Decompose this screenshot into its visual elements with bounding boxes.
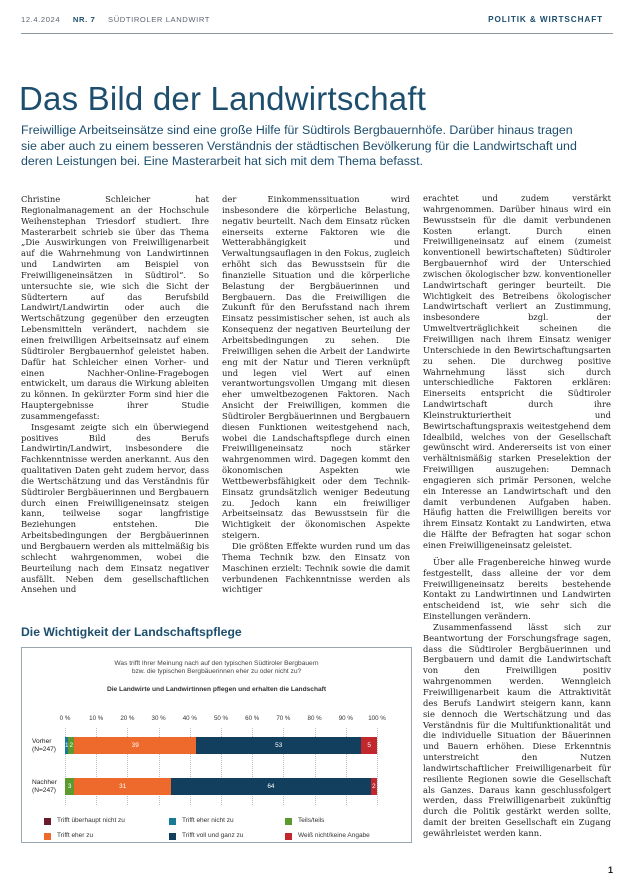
- page-number: 1: [607, 865, 613, 875]
- article-title: Das Bild der Landwirtschaft: [19, 80, 427, 117]
- paragraph: Über alle Fragenbereiche hinweg wurde festgestellt, dass alleine der vor dem Freiwilligeneinsatz bereits bestehende Kontakt zu Landwirtinnen und Landwirten entscheidend ist, wie sehr sich die Einstellungen verändern.: [423, 556, 611, 622]
- x-tick-label: 50 %: [213, 715, 229, 722]
- paragraph: Die größten Effekte wurden rund um das Thema Technik bzw. den Einsatz von Maschinen erzielt: Technik sowie die damit verbundenen Fachkenntnisse werden als wichtiger: [222, 541, 410, 595]
- legend-label: Teils/teils: [298, 817, 325, 824]
- row-count: (N=247): [32, 787, 57, 794]
- publication-name: SÜDTIROLER LANDWIRT: [108, 15, 211, 24]
- x-tick-label: 20 %: [120, 715, 135, 722]
- gridline: [377, 728, 378, 805]
- x-tick-label: 80 %: [307, 715, 322, 722]
- legend-swatch: [44, 818, 51, 825]
- bar-segment: 53: [196, 737, 361, 754]
- chart-box: [21, 647, 412, 843]
- issue-date: 12.4.2024: [21, 15, 61, 24]
- chart-plot: [22, 648, 411, 842]
- row-count: (N=247): [32, 746, 57, 753]
- legend-label: Trifft eher zu: [57, 832, 94, 839]
- chart-question-line-2: bzw. die typischen Bergbäuerinnen eher zu oder nicht zu?: [131, 668, 302, 675]
- article-lead: Freiwillige Arbeitseinsätze sind eine große Hilfe für Südtirols Bergbauernhöfe. Darüber hinaus tragen sie aber auch zu einem besseren Verständnis der städtischen Bevölkerung für die Landwirtschaft und deren Leistungen bei. Eine Masterarbeit hat sich mit dem Thema befasst.: [21, 123, 577, 169]
- x-tick-label: 90 %: [338, 715, 353, 722]
- legend-swatch: [169, 833, 176, 840]
- x-tick-label: 0 %: [59, 715, 71, 722]
- bar-segment: 31: [74, 778, 171, 795]
- bar-segment: 2: [68, 737, 74, 754]
- bar-segment: 1: [65, 737, 68, 754]
- legend-swatch: [44, 833, 51, 840]
- legend-label: Trifft eher nicht zu: [182, 817, 234, 824]
- legend-swatch: [169, 818, 176, 825]
- row-label: Nachher: [32, 779, 57, 786]
- x-tick-label: 30 %: [151, 715, 166, 722]
- paragraph: erachtet und zudem verstärkt wahrgenommen. Darüber hinaus wird ein Bewusstsein für die damit verbundenen Kosten erlangt. Durch einen Freiwilligeneinsatz auf einem (zumeist konventionell bewirtschafteten) Südtiroler Bergbauernhof wird der Unterschied zwischen ökologischer bzw. konventioneller Landwirtschaft geringer beurteilt. Die Wichtigkeit des Betreibens ökologischer Landwirtschaft verliert an Zustimmung, insbesondere bzgl. der Umweltverträglichkeit scheinen die Freiwilligen nach ihrem Einsatz weniger Unterschiede in den Bewirtschaftungsarten zu sehen. Die durchweg positive Wahrnehmung lässt sich durch unterschiedliche Faktoren erklären: Einerseits entspricht die Südtiroler Landwirtschaft durch ihre Kleinstrukturiertheit und Bewirtschaftungspraxis weitestgehend dem Idealbild, welches von der Gesellschaft gewünscht wird. Andererseits ist von einer verhältnismäßig starken Preselektion der Freiwilligen auszugehen: Demnach engagieren sich primär Personen, welche ein Interesse an Landwirtschaft und den damit verbundenen Aufgaben haben. Häufig hatten die Freiwilligen bereits vor ihrem Einsatz Kontakt zu Landwirten, etwa die Hälfte der Befragten hat sogar schon einen Freiwilligeneinsatz geleistet.: [423, 193, 611, 550]
- article-column-1: [21, 194, 209, 595]
- chart-statement: Die Landwirte und Landwirtinnen pflegen und erhalten die Landschaft: [106, 686, 327, 693]
- paragraph: Insgesamt zeigte sich ein überwiegend positives Bild des Berufs Landwirtin/Landwirt, insbesondere die Fachkenntnisse werden anerkannt. Aus den qualitativen Daten geht zudem hervor, dass die Wertschätzung und das Verständnis für Südtiroler Bergbäuerinnen und Bergbauern durch einen Freiwilligeneinsatz steigen kann, teilweise sogar langfristige Beziehungen entstehen. Die Arbeitsbedingungen der Bergbäuerinnen und Bergbauern werden als mittelmäßig bis schlecht wahrgenommen, wobei die Beurteilung nach dem Einsatz negativer ausfällt. Neben dem gesellschaftlichen Ansehen und: [21, 421, 209, 595]
- row-label: Vorher: [32, 738, 52, 745]
- bar-segment: 5: [361, 737, 377, 754]
- article-column-3: [423, 193, 611, 839]
- section-label: POLITIK & WIRTSCHAFT: [488, 15, 603, 24]
- legend-swatch: [285, 833, 292, 840]
- x-tick-label: 40 %: [182, 715, 197, 722]
- legend-label: Trifft überhaupt nicht zu: [57, 817, 125, 824]
- bar-segment: 39: [74, 737, 196, 754]
- paragraph: Zusammenfassend lässt sich zur Beantwortung der Forschungsfrage sagen, dass die Südtiroler Bergbäuerinnen und Bergbauern und damit die Landwirtschaft von den Freiwilligen positiv wahrgenommen werden. Wenngleich Freiwilligenarbeit kaum die Attraktivität des Berufs Landwirt steigern kann, kann sie dennoch die Wertschätzung und das Verständnis für die Multifunktionalität und die individuelle Situation der Bäuerinnen und Bauern erhöhen. Diese Erkenntnis unterstreicht den Nutzen landwirtschaftlicher Freiwilligenarbeit für resiliente Regionen sowie die Gesellschaft als Ganzes. Daraus kann geschlussfolgert werden, dass Freiwilligenarbeit zukünftig durch die Politik gestärkt werden sollte, damit der breiten Gesellschaft ein Zugang gewährleistet werden kann.: [423, 621, 611, 838]
- x-tick-label: 60 %: [245, 715, 260, 722]
- paragraph: der Einkommenssituation wird insbesondere die körperliche Belastung, negativ beurteilt. Nach dem Einsatz rücken einerseits externe Faktoren wie die Wetterabhängigkeit und Verwaltungsauflagen in den Fokus, zugleich erhöht sich das Bewusstsein für die finanzielle Situation und die körperliche Belastung der Bergbäuerinnen und Bergbauern. Das die Freiwilligen die Zukunft für den Berufsstand nach ihrem Einsatz pessimistischer sehen, ist auch als Konsequenz der negativen Beurteilung der Arbeitsbedingungen zu sehen. Die Freiwilligen sehen die Arbeit der Landwirte eng mit der Natur und Tieren verknüpft und legen viel Wert auf einen verantwortungsvollen Umgang mit diesen eher umweltbezogenen Faktoren. Nach Ansicht der Freiwilligen, kommen die Südtiroler Bergbäuerinnen und Bergbauern diesen Funktionen weitestgehend nach, wobei die Landschaftspflege durch einen Freiwilligeneinsatz noch stärker wahrgenommen wird. Dagegen kommt den ökonomischen Aspekten wie Wettbewerbsfähigkeit oder dem Technik-Einsatz grundsätzlich weniger Bedeutung zu. Jedoch kann ein freiwilliger Arbeitseinsatz das Bewusstsein für die Wichtigkeit der ökonomischen Aspekte steigern.: [222, 194, 410, 541]
- chart-question-line-1: Was trifft Ihrer Meinung nach auf den typischen Südtiroler Bergbauern: [114, 660, 319, 667]
- chart-title: Die Wichtigkeit der Landschaftspflege: [21, 625, 242, 639]
- issue-number: NR. 7: [72, 15, 96, 24]
- article-column-2: [222, 194, 410, 595]
- bar-segment: 2: [371, 778, 377, 795]
- bar-segment: 64: [171, 778, 371, 795]
- legend-swatch: [285, 818, 292, 825]
- x-tick-label: 70 %: [276, 715, 291, 722]
- legend-label: Trifft voll und ganz zu: [182, 832, 244, 839]
- page-header: [21, 15, 613, 27]
- legend-label: Weiß nicht/keine Angabe: [298, 832, 370, 839]
- x-tick-label: 10 %: [89, 715, 104, 722]
- bar-segment: 3: [65, 778, 74, 795]
- paragraph: Christine Schleicher hat Regionalmanagement an der Hochschule Weihenstephan Triesdorf studiert. Ihre Masterarbeit schrieb sie über das Thema „Die Auswirkungen von Freiwilligenarbeit auf die Wahrnehmung von Landwirtinnen und Landwirten am Beispiel von Freiwilligeneinsätzen in Südtirol“. So untersuchte sie, wie sich die Sicht der Südtertern auf das Berufsbild Landwirt/Landwirtin oder auch die Wertschätzung gegenüber den erzeugten Lebensmitteln verändert, nachdem sie einen freiwilligen Arbeitseinsatz auf einem Südtiroler Bergbauernhof geleistet haben. Dafür hat Schleicher einen Vorher- und einen Nachher-Online-Fragebogen entwickelt, um daraus die Wirkung ableiten zu können. In gekürzter Form sind hier die Hauptergebnisse ihrer Studie zusammengefasst:: [21, 194, 209, 421]
- x-tick-label: 100 %: [368, 715, 386, 722]
- header-rule: [21, 33, 613, 34]
